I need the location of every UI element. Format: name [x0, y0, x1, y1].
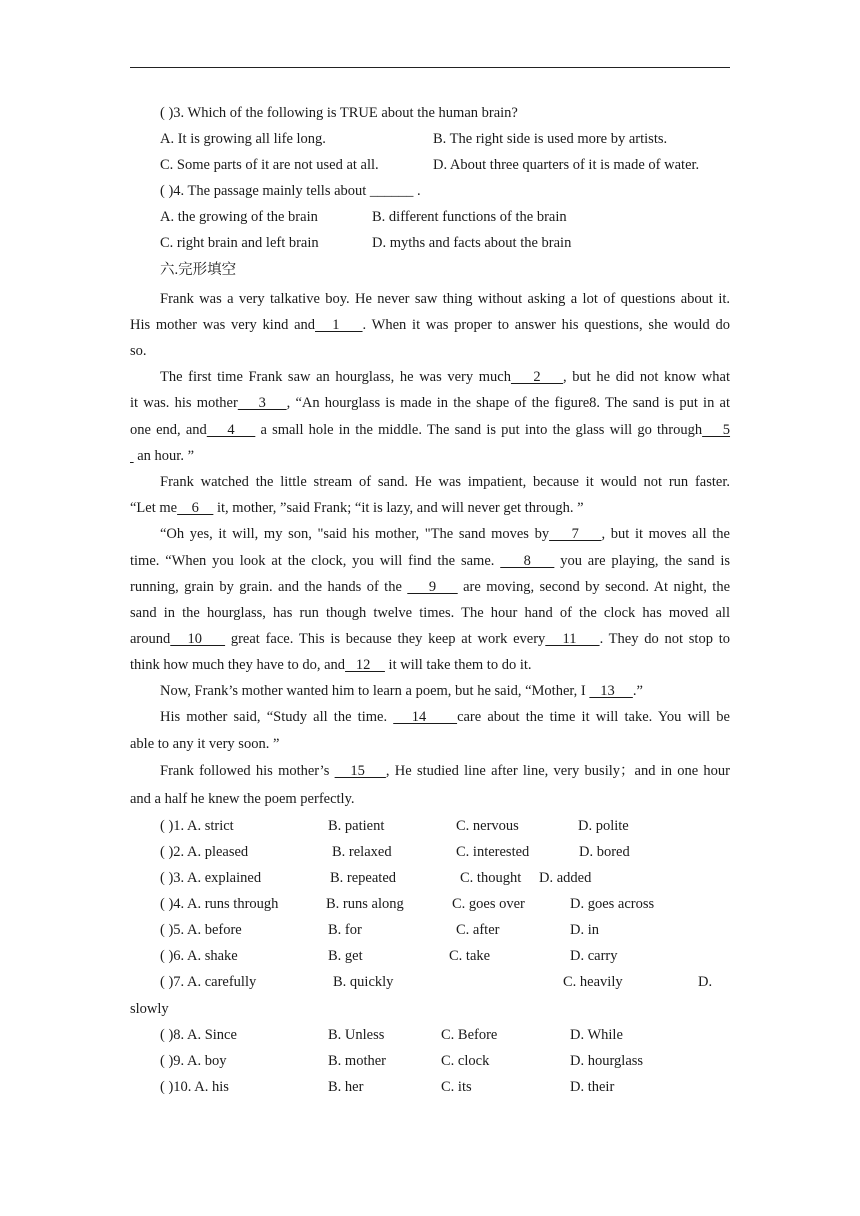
blank-5: 5: [702, 422, 731, 438]
cloze-option-d: D. carry: [570, 948, 618, 964]
question-3-option-a: A. It is growing all life long.: [160, 131, 326, 147]
blank-12: 12: [345, 657, 385, 673]
blank-3: 3: [237, 395, 287, 411]
cloze-question-stem: ( )4. A. runs through: [160, 896, 279, 912]
cloze-option-d: D. hourglass: [570, 1053, 644, 1069]
blank-9: 9: [407, 579, 458, 595]
cloze-option-d: D. polite: [578, 818, 629, 834]
passage-line: around 10 great face. This is because they keep at work every 11 . They do not stop to: [130, 631, 730, 647]
blank-8: 8: [500, 553, 555, 569]
cloze-option-d: D. bored: [579, 844, 630, 860]
cloze-option-c: C. take: [449, 948, 491, 964]
cloze-option-c: C. its: [441, 1079, 472, 1095]
blank-15: 15: [334, 763, 386, 779]
cloze-question-stem: ( )5. A. before: [160, 922, 242, 938]
question-3-option-d: D. About three quarters of it is made of water.: [433, 157, 700, 173]
cloze-option-d: D. their: [570, 1079, 615, 1095]
cloze-option-c: C. after: [456, 922, 500, 938]
question-4-option-d: D. myths and facts about the brain: [372, 235, 572, 251]
cloze-option-b: B. repeated: [330, 870, 397, 886]
cloze-question-stem: ( )2. A. pleased: [160, 844, 249, 860]
passage-line: The first time Frank saw an hourglass, he was very much 2 , but he did not know what: [160, 369, 730, 385]
cloze-option-b: B. her: [328, 1079, 364, 1095]
passage-line: so.: [130, 343, 147, 359]
passage-line: it was. his mother 3 , “An hourglass is made in the shape of the figure8. The sand is put in at: [130, 395, 730, 411]
cloze-option-b: B. runs along: [326, 896, 404, 912]
cloze-option-c: C. goes over: [452, 896, 525, 912]
cloze-question-stem: ( )8. A. Since: [160, 1027, 237, 1043]
cloze-question-stem: ( )10. A. his: [160, 1079, 229, 1095]
cloze-option-c: C. nervous: [456, 818, 519, 834]
cloze-option-d-wrap: slowly: [130, 1001, 169, 1017]
cloze-option-b: B. for: [328, 922, 362, 938]
question-3-option-b: B. The right side is used more by artists.: [433, 131, 668, 147]
cloze-option-c: C. heavily: [563, 974, 623, 990]
passage-line: His mother said, “Study all the time. 14 care about the time it will take. You will be: [160, 709, 730, 725]
question-3-option-c: C. Some parts of it are not used at all.: [160, 157, 379, 173]
cloze-option-c: C. Before: [441, 1027, 498, 1043]
blank-2: 2: [510, 369, 564, 385]
cloze-option-c: C. clock: [441, 1053, 490, 1069]
blank-7: 7: [549, 526, 602, 542]
question-4-stem: ( )4. The passage mainly tells about ______ .: [160, 183, 421, 199]
cloze-question-stem: ( )1. A. strict: [160, 818, 234, 834]
cloze-option-b: B. relaxed: [332, 844, 392, 860]
cloze-option-c: C. interested: [456, 844, 530, 860]
cloze-option-b: B. get: [328, 948, 363, 964]
blank-11: 11: [545, 631, 600, 647]
blank-10: 10: [170, 631, 226, 647]
passage-line: think how much they have to do, and 12 it will take them to do it.: [130, 657, 532, 673]
blank-4: 4: [206, 422, 256, 438]
passage-line: one end, and 4 a small hole in the middle. The sand is put into the glass will go through 5: [130, 422, 731, 438]
cloze-option-d: D. While: [570, 1027, 623, 1043]
passage-line: sand in the hourglass, has run though twelve times. The hour hand of the clock has moved all: [130, 605, 730, 621]
passage-line: “Oh yes, it will, my son, "said his mother, "The sand moves by 7 , but it moves all the: [160, 526, 730, 542]
question-4-option-c: C. right brain and left brain: [160, 235, 319, 251]
cloze-option-b: B. patient: [328, 818, 385, 834]
passage-line: time. “When you look at the clock, you will find the same. 8 you are playing, the sand is: [130, 553, 731, 569]
passage-line: “Let me 6 it, mother, ”said Frank; “it is lazy, and will never get through. ”: [130, 500, 584, 516]
cloze-option-b: B. mother: [328, 1053, 386, 1069]
cloze-option-d: D.: [698, 974, 713, 990]
header-rule: [130, 67, 730, 68]
passage-line: Now, Frank’s mother wanted him to learn a poem, but he said, “Mother, I 13 .”: [160, 683, 643, 699]
cloze-question-stem: ( )9. A. boy: [160, 1053, 227, 1069]
passage-line: an hour. ”: [133, 448, 195, 464]
section-heading: 六.完形填空: [160, 262, 237, 278]
question-4-option-b: B. different functions of the brain: [372, 209, 567, 225]
passage-line: Frank followed his mother’s 15 , He studied line after line, very busily；and in one hour: [160, 763, 731, 779]
blank-1: 1: [315, 317, 363, 333]
passage-line: His mother was very kind and 1 . When it was proper to answer his questions, she would do: [130, 317, 731, 333]
passage-line: able to any it very soon. ”: [130, 736, 280, 752]
cloze-question-stem: ( )3. A. explained: [160, 870, 262, 886]
blank-6: 6: [177, 500, 214, 516]
blank-13: 13: [589, 683, 633, 699]
cloze-option-b: B. Unless: [328, 1027, 385, 1043]
cloze-option-c: C. thought: [460, 870, 522, 886]
question-3-stem: ( )3. Which of the following is TRUE about the human brain?: [160, 105, 518, 121]
passage-line: running, grain by grain. and the hands of the 9 are moving, second by second. At night, the: [130, 579, 731, 595]
cloze-option-b: B. quickly: [333, 974, 394, 990]
cloze-option-d: D. goes across: [570, 896, 655, 912]
cloze-option-d: D. in: [570, 922, 599, 938]
cloze-option-d: D. added: [539, 870, 592, 886]
cloze-question-stem: ( )7. A. carefully: [160, 974, 257, 990]
passage-line: Frank was a very talkative boy. He never saw thing without asking a lot of questions about it.: [160, 291, 730, 307]
cloze-question-stem: ( )6. A. shake: [160, 948, 238, 964]
passage-line: and a half he knew the poem perfectly.: [130, 791, 355, 807]
passage-line: Frank watched the little stream of sand. He was impatient, because it would not run faster.: [160, 474, 730, 490]
question-4-option-a: A. the growing of the brain: [160, 209, 318, 225]
blank-14: 14: [393, 709, 458, 725]
